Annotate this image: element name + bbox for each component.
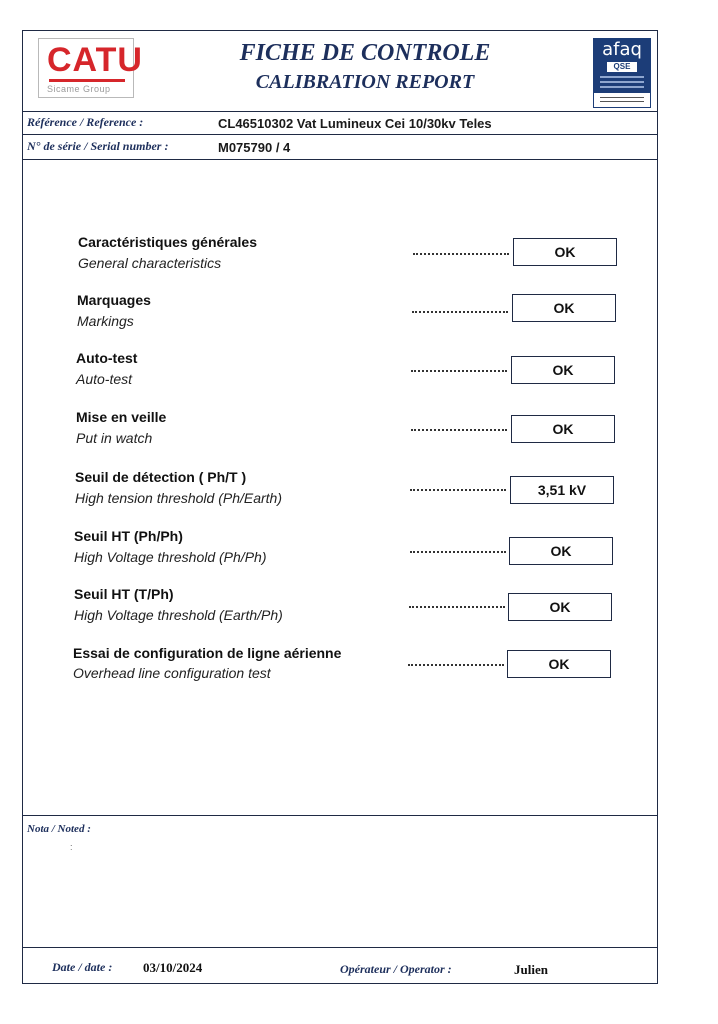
- check-result-box: OK: [509, 537, 613, 565]
- check-label-fr: Seuil HT (Ph/Ph): [74, 528, 183, 544]
- check-label-en: Put in watch: [76, 430, 153, 446]
- afaq-certification-logo: [593, 38, 651, 108]
- check-label-fr: Seuil HT (T/Ph): [74, 586, 174, 602]
- catu-logo-underline: [49, 79, 125, 82]
- leader-dots: [410, 551, 506, 553]
- check-label-en: Overhead line configuration test: [73, 665, 271, 681]
- catu-logo-text: CATU: [47, 41, 143, 79]
- check-label-fr: Marquages: [77, 292, 151, 308]
- serial-number-value: M075790 / 4: [218, 140, 291, 155]
- check-result-box: 3,51 kV: [510, 476, 614, 504]
- afaq-qse-badge: QSE: [607, 62, 637, 72]
- check-label-en: High tension threshold (Ph/Earth): [75, 490, 282, 506]
- footer-divider: [22, 947, 658, 948]
- check-result-box: OK: [512, 294, 616, 322]
- leader-dots: [408, 664, 504, 666]
- afaq-logo-footer: [594, 93, 650, 107]
- leader-dots: [409, 606, 505, 608]
- check-label-fr: Mise en veille: [76, 409, 167, 425]
- check-label-en: Markings: [77, 313, 134, 329]
- leader-dots: [411, 429, 507, 431]
- check-label-en: High Voltage threshold (Earth/Ph): [74, 607, 283, 623]
- check-label-fr: Seuil de détection ( Ph/T ): [75, 469, 247, 485]
- leader-dots: [413, 253, 509, 255]
- date-value: 03/10/2024: [143, 960, 203, 975]
- check-result-box: OK: [513, 238, 617, 266]
- check-result-box: OK: [511, 415, 615, 443]
- nota-divider: [22, 815, 658, 816]
- report-title-en: CALIBRATION REPORT: [255, 71, 475, 93]
- leader-dots: [411, 370, 507, 372]
- nota-label: Nota / Noted :: [27, 823, 91, 835]
- reference-label: Référence / Reference :: [27, 115, 144, 129]
- catu-logo: [38, 38, 143, 98]
- check-result-box: OK: [508, 593, 612, 621]
- check-label-en: General characteristics: [78, 255, 222, 271]
- check-label-fr: Essai de configuration de ligne aérienne: [73, 645, 342, 661]
- afaq-logo-text: afaq: [602, 39, 642, 60]
- leader-dots: [412, 311, 508, 313]
- operator-label: Opérateur / Operator :: [340, 962, 452, 976]
- afaq-foot-line: [600, 97, 644, 98]
- reference-divider: [22, 134, 658, 135]
- catu-logo-subtext: Sicame Group: [47, 84, 111, 94]
- serial-number-label: N° de série / Serial number :: [27, 139, 169, 153]
- check-label-en: Auto-test: [76, 371, 133, 387]
- check-result-box: OK: [511, 356, 615, 384]
- leader-dots: [410, 489, 506, 491]
- report-frame: [22, 30, 658, 984]
- check-label-en: High Voltage threshold (Ph/Ph): [74, 549, 267, 565]
- check-label-fr: Auto-test: [76, 350, 138, 366]
- check-label-fr: Caractéristiques générales: [78, 234, 257, 250]
- afaq-foot-line: [600, 101, 644, 102]
- check-result-box: OK: [507, 650, 611, 678]
- nota-text: :: [70, 842, 73, 852]
- date-label: Date / date :: [52, 960, 113, 974]
- header-divider: [22, 111, 658, 112]
- serial-divider: [22, 159, 658, 160]
- afaq-decor-line: [600, 81, 644, 83]
- afaq-decor-line: [600, 76, 644, 78]
- operator-value: Julien: [514, 962, 548, 977]
- reference-value: CL46510302 Vat Lumineux Cei 10/30kv Teles: [218, 116, 492, 131]
- afaq-decor-line: [600, 86, 644, 88]
- report-title-fr: FICHE DE CONTROLE: [239, 40, 491, 66]
